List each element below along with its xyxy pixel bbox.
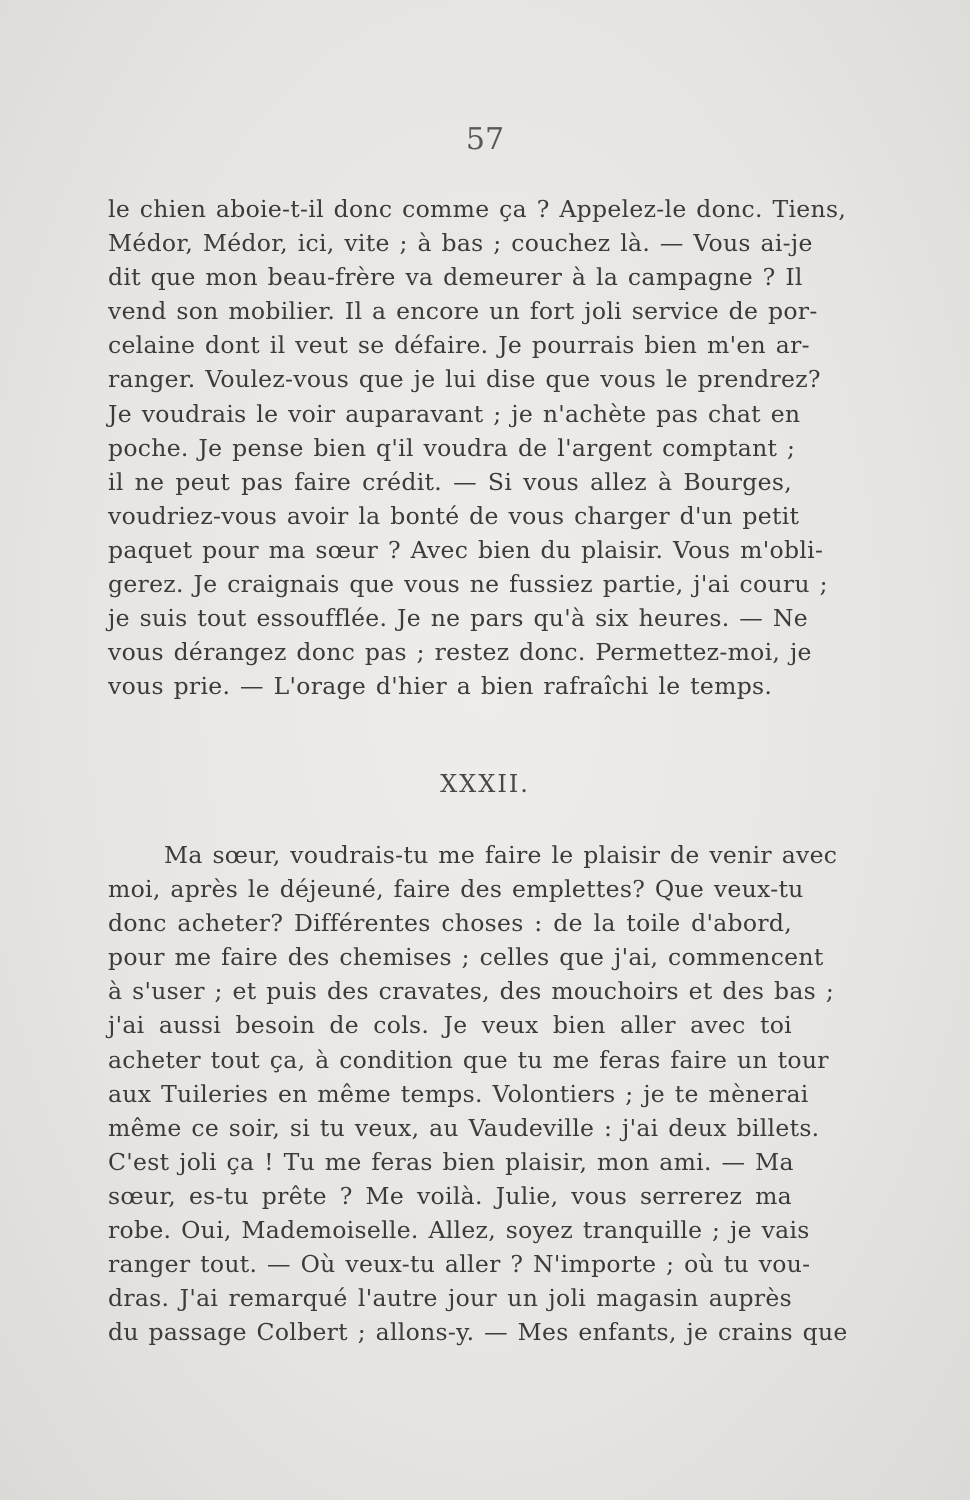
text-line: vend son mobilier. Il a encore un fort joli service de por- (108, 297, 818, 326)
text-line: vous dérangez donc pas ; restez donc. Permettez-moi, je (108, 638, 812, 667)
paragraph-dialogue-1 (108, 192, 847, 703)
text-line: paquet pour ma sœur ? Avec bien du plaisir. Vous m'obli- (108, 535, 824, 564)
text-line: à s'user ; et puis des cravates, des mouchoirs et des bas ; (108, 977, 835, 1006)
text-line: celaine dont il veut se défaire. Je pourrais bien m'en ar- (108, 331, 810, 360)
text-line: voudriez-vous avoir la bonté de vous charger d'un petit (108, 501, 800, 530)
paragraph-dialogue-2 (108, 838, 848, 1349)
text-line: même ce soir, si tu veux, au Vaudeville : j'ai deux billets. (108, 1113, 820, 1142)
text-line: Ma sœur, voudrais-tu me faire le plaisir de venir avec (164, 841, 838, 869)
text-line: dras. J'ai remarqué l'autre jour un joli magasin auprès (108, 1284, 792, 1313)
text-line: robe. Oui, Mademoiselle. Allez, soyez tranquille ; je vais (108, 1216, 810, 1245)
text-line: j'ai aussi besoin de cols. Je veux bien aller avec toi (108, 1011, 792, 1040)
text-line: sœur, es-tu prête ? Me voilà. Julie, vous serrerez ma (108, 1181, 792, 1210)
text-line: dit que mon beau-frère va demeurer à la campagne ? Il (108, 263, 803, 292)
text-line: pour me faire des chemises ; celles que j'ai, commencent (108, 943, 824, 972)
text-line: moi, après le déjeuné, faire des emplettes? Que veux-tu (108, 875, 804, 904)
text-line: acheter tout ça, à condition que tu me feras faire un tour (108, 1045, 829, 1074)
text-line: C'est joli ça ! Tu me feras bien plaisir, mon ami. — Ma (108, 1147, 794, 1176)
section-heading: XXXII. (440, 770, 530, 798)
text-line: ranger tout. — Où veux-tu aller ? N'importe ; où tu vou- (108, 1250, 811, 1279)
text-line: le chien aboie-t-il donc comme ça ? Appelez-le donc. Tiens, (108, 195, 847, 223)
page-number: 57 (465, 122, 505, 157)
text-line: du passage Colbert ; allons-y. — Mes enfants, je crains que (108, 1318, 848, 1347)
text-line: Je voudrais le voir auparavant ; je n'achète pas chat en (108, 399, 801, 428)
text-line: il ne peut pas faire crédit. — Si vous allez à Bourges, (108, 467, 792, 496)
text-line: vous prie. — L'orage d'hier a bien rafraîchi le temps. (108, 672, 773, 701)
text-line: aux Tuileries en même temps. Volontiers ; je te mènerai (108, 1079, 809, 1108)
text-line: je suis tout essoufflée. Je ne pars qu'à six heures. — Ne (108, 604, 808, 633)
text-line: Médor, Médor, ici, vite ; à bas ; couchez là. — Vous ai-je (108, 229, 813, 258)
text-line: ranger. Voulez-vous que je lui dise que vous le prendrez? (108, 365, 821, 394)
text-line: donc acheter? Différentes choses : de la toile d'abord, (108, 909, 792, 938)
text-line: poche. Je pense bien q'il voudra de l'argent comptant ; (108, 433, 796, 462)
text-line: gerez. Je craignais que vous ne fussiez partie, j'ai couru ; (108, 570, 828, 599)
